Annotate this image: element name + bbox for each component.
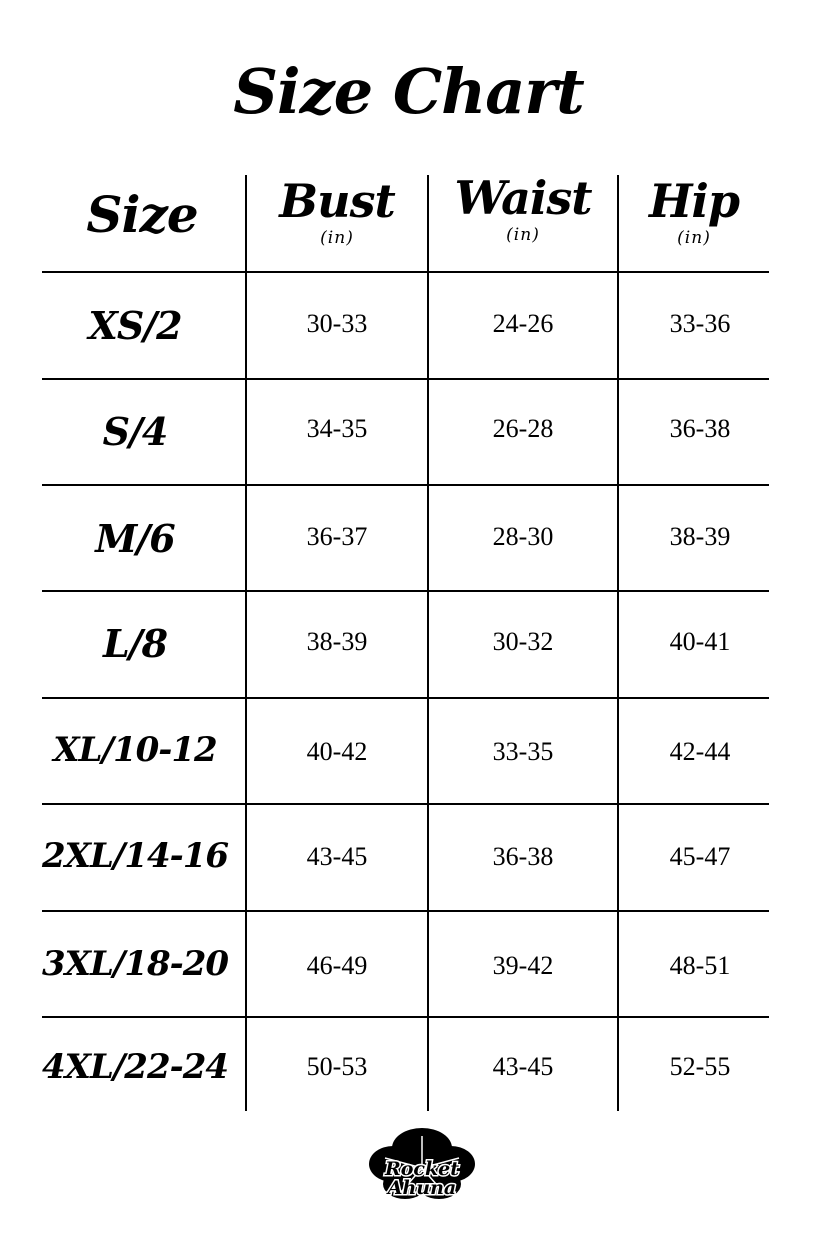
row-divider	[42, 697, 769, 699]
table-row-size: XS/2	[88, 303, 182, 348]
table-cell-hip: 36-38	[669, 414, 731, 443]
table-cell-waist: 36-38	[492, 842, 554, 871]
table-cell-bust: 34-35	[306, 414, 368, 443]
table-cell-waist: 24-26	[492, 309, 554, 338]
column-header-label: Size	[86, 185, 198, 244]
column-header-bust	[247, 174, 427, 248]
table-cell-waist: 30-32	[492, 627, 554, 656]
table-cell-hip: 40-41	[669, 627, 731, 656]
table-cell-bust: 50-53	[306, 1052, 368, 1081]
table-cell-hip: 42-44	[669, 737, 731, 766]
brand-name: Rocket Ahuna	[384, 1158, 460, 1199]
table-row-size: XL/10-12	[53, 730, 217, 770]
table-cell-hip: 48-51	[669, 951, 731, 980]
table-cell-bust: 38-39	[306, 627, 368, 656]
row-divider	[42, 803, 769, 805]
column-header-label: Hip	[648, 174, 740, 228]
table-row-size: L/8	[102, 621, 168, 666]
column-header-unit: (in)	[320, 228, 354, 248]
table-cell-waist: 43-45	[492, 1052, 554, 1081]
table-row-size: 3XL/18-20	[41, 944, 229, 984]
row-divider	[42, 484, 769, 486]
column-header-hip	[619, 174, 769, 248]
table-row-size: 2XL/14-16	[41, 836, 229, 876]
row-divider	[42, 910, 769, 912]
page-title: Size Chart	[233, 55, 584, 128]
column-header-size	[42, 185, 242, 244]
table-cell-bust: 30-33	[306, 309, 368, 338]
column-header-waist	[429, 171, 617, 245]
row-divider	[42, 1016, 769, 1018]
table-cell-bust: 43-45	[306, 842, 368, 871]
column-header-label: Bust	[279, 174, 395, 228]
row-divider	[42, 378, 769, 380]
row-divider	[42, 271, 769, 273]
table-cell-hip: 38-39	[669, 522, 731, 551]
column-header-unit: (in)	[506, 225, 540, 245]
table-row-size: M/6	[95, 516, 175, 561]
column-header-label: Waist	[454, 171, 592, 225]
table-cell-bust: 40-42	[306, 737, 368, 766]
column-header-unit: (in)	[677, 228, 711, 248]
table-cell-waist: 39-42	[492, 951, 554, 980]
table-cell-bust: 46-49	[306, 951, 368, 980]
table-cell-bust: 36-37	[306, 522, 368, 551]
table-row-size: S/4	[102, 409, 168, 454]
table-cell-hip: 52-55	[669, 1052, 731, 1081]
table-cell-hip: 33-36	[669, 309, 731, 338]
brand-logo	[355, 1128, 489, 1200]
row-divider	[42, 590, 769, 592]
table-cell-hip: 45-47	[669, 842, 731, 871]
table-cell-waist: 28-30	[492, 522, 554, 551]
table-row-size: 4XL/22-24	[41, 1047, 229, 1087]
table-cell-waist: 33-35	[492, 737, 554, 766]
table-cell-waist: 26-28	[492, 414, 554, 443]
